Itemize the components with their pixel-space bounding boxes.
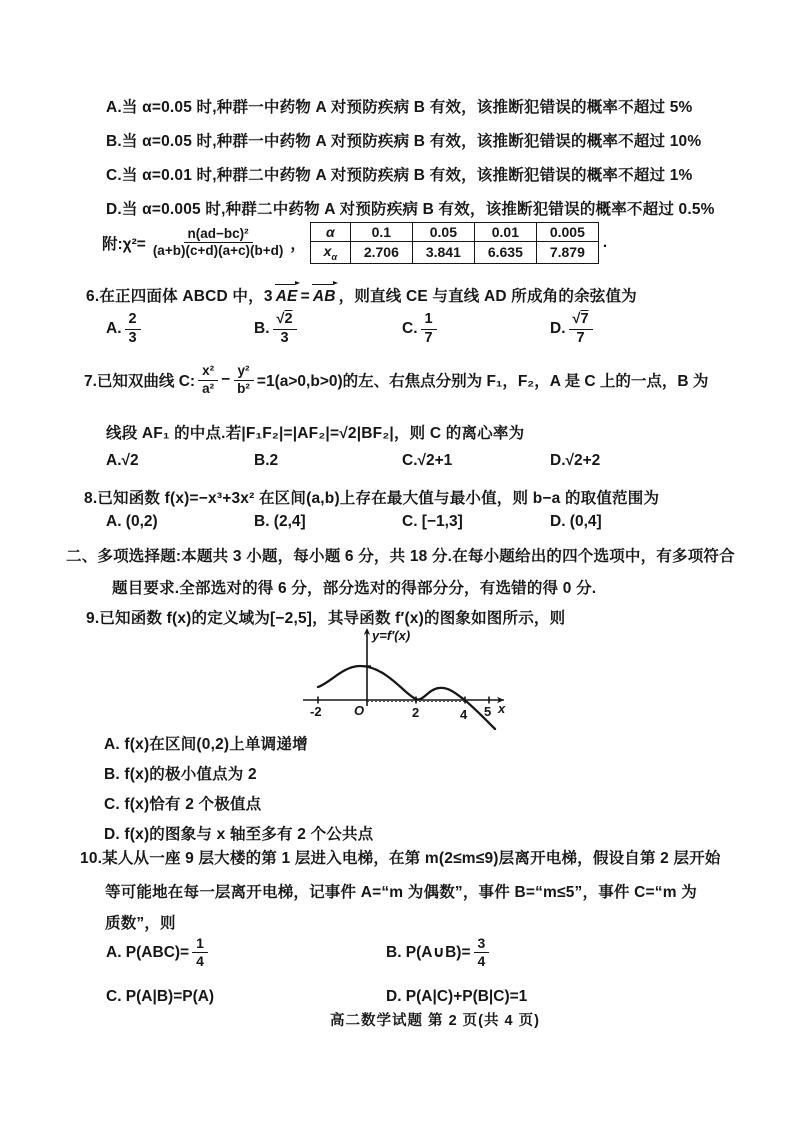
q7-option-c: C.√2+1 [402,452,453,469]
vector-AB: AB [312,288,336,305]
derivative-curve [318,666,495,729]
vector-AE: AE [275,288,298,305]
page-footer: 高二数学试题 第 2 页(共 4 页) [330,1013,540,1029]
label-2: 2 [412,705,420,720]
q10-option-d: D. P(A|C)+P(B|C)=1 [386,988,528,1005]
label-x: x [498,701,506,716]
q6-options [106,312,698,347]
q5-option-b: B.当 α=0.05 时,种群一中药物 A 对预防疾病 B 有效，该推断犯错误的概率不超过 10% [106,133,702,150]
y-squared-fraction: $\frac{\text{y²}}{\text{b²}}$ [233,364,254,397]
q8-stem: 8.已知函数 f(x)=−x³+3x² 在区间(a,b)上存在最大值与最小值，则 b−a 的取值范围为 [84,490,660,507]
q9-option-d: D. f(x)的图象与 x 轴至多有 2 个公共点 [104,826,374,843]
q7-options [106,452,698,470]
q8-option-b: B. (2,4] [254,513,306,530]
cell-alpha: α [310,223,350,242]
cell-alpha-4: 0.005 [536,223,598,242]
q10-option-b: B. P(A∪B)= $\frac{3}{4}$ [386,936,666,970]
cell-alpha-2: 0.05 [412,223,474,242]
label-minus2: -2 [310,704,322,719]
cell-x-1: 2.706 [350,242,412,264]
q6-option-c: C. $\frac{1}{7}$ [402,312,550,347]
q7-stem-line1: 7.已知双曲线 C: $\frac{\text{x²}}{\text{a²}}$ − $\frac{\text{y²}}{\text{b²}}$ =1(a>0,b>0)的左、右焦点分别为 F₁，F₂，A 是 C 上的一点，B 为 [84,363,709,396]
q8-options [106,513,698,531]
section2-header-line1: 二、多项选择题:本题共 3 小题，每小题 6 分，共 18 分.在每小题给出的四个选项中，有多项符合 [66,548,735,565]
q8-option-d: D. (0,4] [550,513,602,530]
q9-stem: 9.已知函数 f(x)的定义域为[−2,5]，其导函数 f′(x)的图象如图所示，则 [86,610,566,627]
q6-stem: 6.在正四面体 ABCD 中，3 AE = AB ，则直线 CE 与直线 AD 所成角的余弦值为 [86,288,637,305]
table-row-xalpha [310,242,598,264]
q6-option-b: B. $\frac{√2}{3}$ [254,312,402,347]
q10-options-row2 [106,988,666,1006]
q7-option-d: D.√2+2 [550,452,601,469]
curve-label: y=f′(x) [372,628,411,643]
q10-options-row1 [106,936,666,970]
cell-x-3: 6.635 [474,242,536,264]
q8-option-a: A. (0,2) [106,513,158,530]
q10-stem-line1: 10.某人从一座 9 层大楼的第 1 层进入电梯，在第 m(2≤m≤9)层离开电梯，假设自第 2 层开始 [80,850,721,867]
cell-alpha-3: 0.01 [474,223,536,242]
cell-alpha-1: 0.1 [350,223,412,242]
formula-comma: ， [290,235,306,253]
chi-square-denominator: (a+b)(c+d)(a+c)(b+d) [152,243,284,259]
q9-option-a: A. f(x)在区间(0,2)上单调递增 [104,736,308,753]
section2-header-line2: 题目要求.全部选对的得 6 分，部分选对的得部分分，有选错的得 0 分. [112,580,597,597]
chi-square-numerator: n(ad−bc)² [184,227,253,244]
cell-x-4: 7.879 [536,242,598,264]
q10-stem-line3: 质数”，则 [105,915,176,932]
q10-stem-line2: 等可能地在每一层离开电梯，记事件 A=“m 为偶数”，事件 B=“m≤5”，事件 C=“m 为 [105,884,697,901]
table-period: . [602,233,608,251]
chi-square-formula-lhs: 附:χ²= [102,235,146,253]
q5-option-d: D.当 α=0.005 时,种群二中药物 A 对预防疾病 B 有效，该推断犯错误的概率不超过 0.5% [106,201,715,218]
q5-option-a: A.当 α=0.05 时,种群一中药物 A 对预防疾病 B 有效，该推断犯错误的概率不超过 5% [106,99,693,116]
q7-option-a: A.√2 [106,452,139,469]
x-squared-fraction: $\frac{\text{x²}}{\text{a²}}$ [198,364,218,397]
q7-stem-line2: 线段 AF₁ 的中点.若|F₁F₂|=|AF₂|=√2|BF₂|，则 C 的离心率为 [106,425,525,442]
q6-option-a: A. $\frac{2}{3}$ [106,312,254,347]
label-origin: O [354,703,365,718]
q6-option-d: D. $\frac{√7}{7}$ [550,312,698,347]
q5-options [106,97,715,233]
q5-option-c: C.当 α=0.01 时,种群二中药物 A 对预防疾病 B 有效，该推断犯错误的概率不超过 1% [106,167,693,184]
q7-option-b: B.2 [254,452,279,469]
label-4: 4 [460,707,468,722]
table-row-alpha [310,223,598,242]
cell-x-2: 3.841 [412,242,474,264]
chi-square-fraction [149,227,288,260]
q9-options [104,735,373,855]
q5-formula-row [102,222,607,264]
cell-x-alpha: $x_\alpha$ [310,242,350,264]
q9-option-c: C. f(x)恰有 2 个极值点 [104,796,262,813]
q9-option-b: B. f(x)的极小值点为 2 [104,766,257,783]
q10-option-c: C. P(A|B)=P(A) [106,988,215,1005]
q10-option-a: A. P(ABC)= $\frac{1}{4}$ [106,936,386,970]
derivative-graph [298,626,518,743]
label-5: 5 [484,704,492,719]
critical-values-table [310,222,599,264]
q8-option-c: C. [−1,3] [402,513,463,530]
